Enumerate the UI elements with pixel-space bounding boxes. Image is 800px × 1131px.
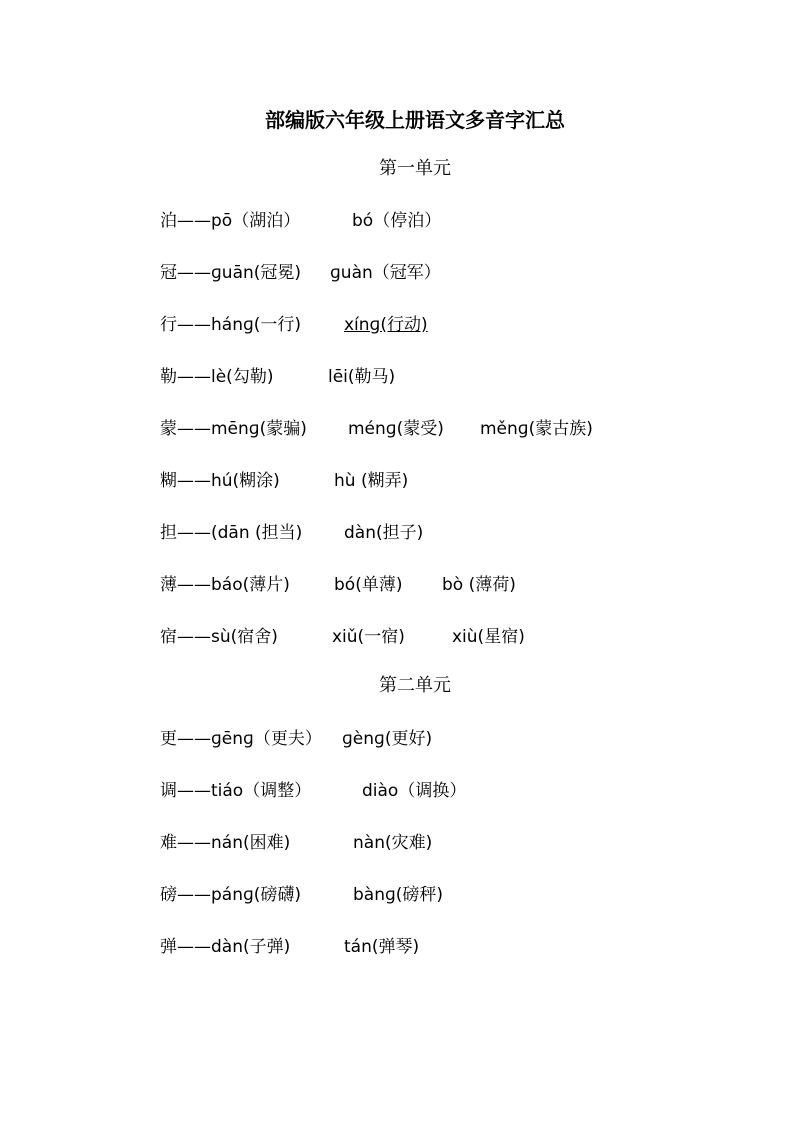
- entry-alt: xínɡ(行动): [344, 315, 428, 335]
- entry-main: 行——hánɡ(一行): [160, 315, 302, 335]
- entry-alt: bó（停泊）: [352, 211, 442, 231]
- entry-alt: xiǔ(一宿): [332, 627, 405, 647]
- entry-alt: bó(单薄): [334, 575, 403, 595]
- entry-main: 冠——ɡuān(冠冕): [160, 263, 302, 283]
- entry-main: 调——tiáo（调整）: [160, 781, 312, 801]
- unit-1-heading: 第一单元: [379, 158, 451, 179]
- entry-alt: bò (薄荷): [442, 575, 516, 595]
- entry-alt: ménɡ(蒙受): [348, 419, 444, 439]
- entry-alt: dàn(担子): [344, 523, 424, 543]
- entry-main: 难——nán(困难): [160, 833, 291, 853]
- entry-main: 薄——báo(薄片): [160, 575, 290, 595]
- entry-alt: xiù(星宿): [452, 627, 525, 647]
- entry-main: 磅——pánɡ(磅礴): [160, 885, 302, 905]
- entry-alt: nàn(灾难): [353, 833, 433, 853]
- entry-alt: měnɡ(蒙古族): [480, 419, 593, 439]
- entry-alt: bànɡ(磅秤): [353, 885, 444, 905]
- document-title: 部编版六年级上册语文多音字汇总: [265, 108, 565, 132]
- entry-main: 泊——pō（湖泊）: [160, 211, 301, 231]
- entry-alt: diào（调换）: [362, 781, 467, 801]
- entry-alt: tán(弹琴): [344, 937, 420, 957]
- entry-alt: ɡuàn（冠军）: [330, 263, 441, 283]
- unit-2-heading: 第二单元: [379, 675, 451, 696]
- entry-main: 宿——sù(宿舍): [160, 627, 278, 647]
- entry-alt: ɡènɡ(更好): [342, 729, 433, 749]
- entry-alt: hù (糊弄): [334, 471, 409, 491]
- entry-main: 糊——hú(糊涂): [160, 471, 280, 491]
- entry-alt: lēi(勒马): [328, 367, 396, 387]
- entry-main: 勒——lè(勾勒): [160, 367, 274, 387]
- entry-main: 弹——dàn(子弹): [160, 937, 291, 957]
- entry-main: 担——(dān (担当): [160, 523, 303, 543]
- entry-main: 更——ɡēnɡ（更夫）: [160, 729, 322, 749]
- entry-main: 蒙——mēnɡ(蒙骗): [160, 419, 307, 439]
